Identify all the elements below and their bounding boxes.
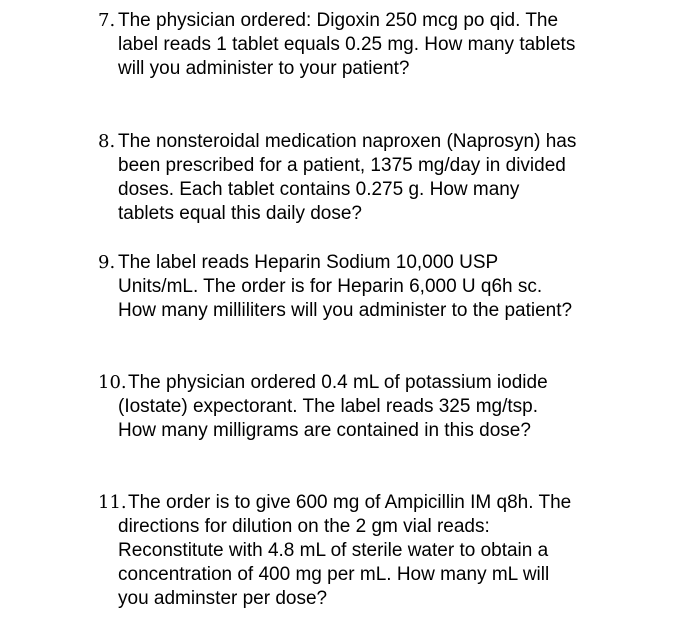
question-number: 7. xyxy=(98,10,116,31)
question-11 xyxy=(98,491,688,611)
question-text-line: The nonsteroidal medication naproxen (Naprosyn) has xyxy=(118,131,577,152)
question-9 xyxy=(98,251,688,323)
question-text-line: doses. Each tablet contains 0.275 g. How many xyxy=(118,179,520,200)
question-10 xyxy=(98,371,688,443)
question-text-line: will you administer to your patient? xyxy=(118,58,410,79)
question-number: 10. xyxy=(98,372,127,393)
question-number: 9. xyxy=(98,252,116,273)
question-text-line: concentration of 400 mg per mL. How many mL will xyxy=(118,564,550,585)
question-7 xyxy=(98,9,688,81)
question-text-line: been prescribed for a patient, 1375 mg/day in divided xyxy=(118,155,566,176)
question-text-line: directions for dilution on the 2 gm vial reads: xyxy=(118,516,490,537)
question-number: 11. xyxy=(98,492,127,513)
question-text-line: Units/mL. The order is for Heparin 6,000 U q6h sc. xyxy=(118,276,543,297)
question-number: 8. xyxy=(98,131,116,152)
question-text-line: The physician ordered 0.4 mL of potassium iodide xyxy=(128,372,548,393)
question-text-line: How many milligrams are contained in this dose? xyxy=(118,420,531,441)
question-text-line: The label reads Heparin Sodium 10,000 USP xyxy=(118,252,499,273)
question-text-line: The order is to give 600 mg of Ampicillin IM q8h. The xyxy=(128,492,572,513)
question-text-line: tablets equal this daily dose? xyxy=(118,203,362,224)
question-text-line: The physician ordered: Digoxin 250 mcg po qid. The xyxy=(118,10,559,31)
question-text-line: label reads 1 tablet equals 0.25 mg. How many tablets xyxy=(118,34,576,55)
question-8 xyxy=(98,130,688,226)
question-text-line: How many milliliters will you administer to the patient? xyxy=(118,300,573,321)
question-text-line: (Iostate) expectorant. The label reads 325 mg/tsp. xyxy=(118,396,538,417)
question-text-line: you adminster per dose? xyxy=(118,588,328,609)
question-text-line: Reconstitute with 4.8 mL of sterile water to obtain a xyxy=(118,540,549,561)
